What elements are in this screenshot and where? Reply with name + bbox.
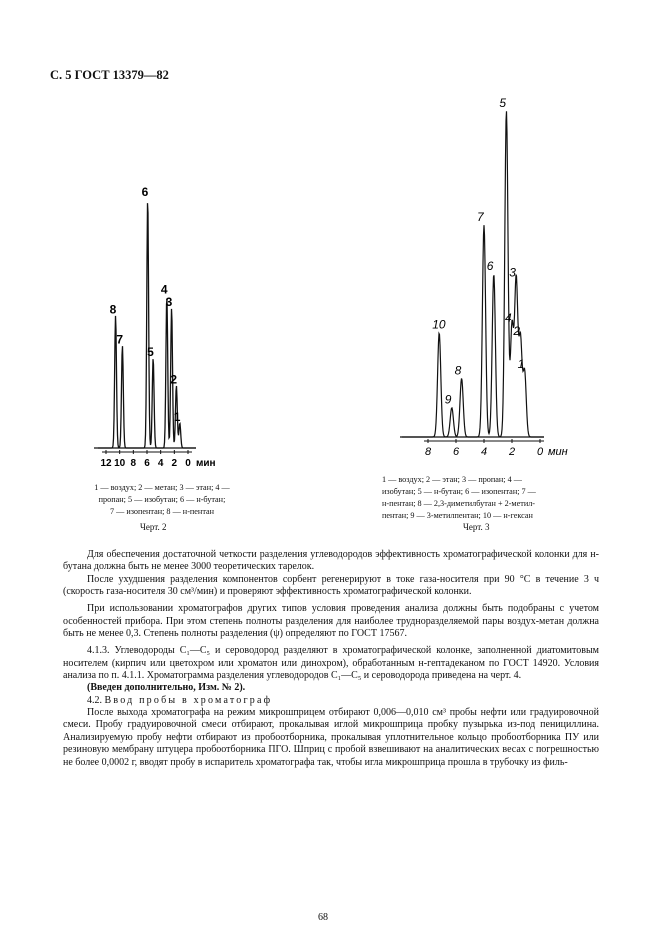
axis-tick-label: 2 [171, 458, 178, 469]
document-header: С. 5 ГОСТ 13379—82 [50, 68, 169, 82]
peak-label: 7 [477, 210, 484, 225]
peak-label: 2 [513, 324, 521, 339]
peak-label: 10 [432, 317, 446, 332]
axis-tick-label: 4 [480, 446, 488, 458]
section-title: Ввод пробы в хроматограф [104, 694, 273, 706]
chromatogram-fig2 [86, 185, 226, 480]
peak-label: 8 [454, 363, 462, 378]
peak-label: 2 [170, 372, 178, 387]
fig2-legend-line: пропан; 5 — изобутан; 6 — н-бутан; [98, 495, 226, 504]
peak-label: 3 [165, 295, 173, 309]
axis-tick-label: 2 [508, 446, 516, 458]
chromatogram-fig3 [394, 96, 578, 466]
body-text [63, 549, 599, 769]
amendment-note: (Введен дополнительно, Изм. № 2). [87, 682, 246, 694]
axis-tick-label: 0 [536, 446, 544, 458]
peak-label: 5 [147, 345, 154, 359]
peak-label: 6 [486, 259, 494, 273]
axis-tick-label: 8 [424, 446, 432, 458]
peak-label: 7 [116, 332, 124, 347]
fig2-legend-line: 7 — изопентан; 8 — н-пентан [109, 507, 215, 516]
fig2-legend [62, 482, 262, 518]
fig3-legend-line: н-пентан; 8 — 2,3-диметилбутан + 2-метил- [382, 499, 536, 508]
section-heading [63, 695, 599, 707]
fig3-caption: Черт. 3 [463, 522, 490, 532]
axis-tick-label: 4 [157, 458, 164, 469]
peak-label: 8 [109, 302, 117, 317]
fig3-legend-line: изобутан; 5 — н-бутан; 6 — изопентан; 7 — [382, 487, 536, 496]
peak-label: 9 [444, 392, 452, 407]
paragraph: Для обеспечения достаточной четкости разделения углеводородов эффективность хроматографической колонки для н-бутана должна быть не менее 3000 теоретических тарелок. [63, 549, 599, 573]
chromatogram-trace [98, 203, 196, 448]
paragraph: После выхода хроматографа на режим микрошприцем отбирают 0,006—0,010 см³ пробы нефти или градуировочной смеси. Пробу градуировочной смеси отбирают, прокалывая иглой микрошприца пробку пузырька из-под пенициллина. Анализируемую пробу нефти отбирают из пробоотборника, прокалывая уплотнительное кольцо пробоотборника ПУ или резиновую мембрану штуцера пробоотборника ПГО. Шприц с пробой взвешивают на аналитических весах с погрешностью не более 0,0002 г, вводят пробу в испаритель хроматографа так, чтобы игла микрошприца прошла в трубочку из филь- [63, 707, 599, 768]
peak-label: 4 [160, 282, 168, 297]
fig3-legend-line: 1 — воздух; 2 — этан; 3 — пропан; 4 — [382, 475, 522, 484]
x-axis-unit: мин [548, 446, 568, 458]
peak-label: 6 [141, 185, 149, 199]
axis-tick-label: 8 [130, 458, 137, 469]
fig2-caption: Черт. 2 [140, 522, 167, 532]
paragraph: 4.1.3. Углеводороды С₁—С₅ и сероводород разделяют в хроматографической колонке, заполненной диатомитовым носителем (кирпич или цветохром или хроматон или динохром), обработанным н-гептадеканом по ГОСТ 14920. Условия анализа по п. 4.1.1. Хроматограмма разделения углеводородов С₁—С₅ и сероводорода приведена на черт. 4. [63, 645, 599, 682]
axis-tick-label: 0 [185, 458, 191, 469]
axis-tick-label: 6 [144, 458, 150, 469]
peak-label: 5 [499, 96, 507, 110]
axis-tick-label: 6 [452, 446, 460, 458]
page-number: 68 [318, 912, 328, 923]
peak-label: 3 [509, 265, 516, 280]
axis-tick-label: 10 [114, 458, 126, 469]
peak-label: 1 [517, 356, 525, 371]
chromatogram-trace [402, 111, 544, 437]
paragraph: При использовании хроматографов других типов условия проведения анализа должны быть подобраны с учетом особенностей прибора. При этом степень полноты разделения для наиболее трудноразделяемой пары воздух-метан должна быть не менее 0,3. Степень полноты разделения (ψ) определяют по ГОСТ 17567. [63, 603, 599, 640]
fig3-legend-line: пентан; 9 — 3-метилпентан; 10 — н-гексан [382, 511, 533, 520]
fig3-legend [382, 474, 578, 522]
x-axis-unit: мин [196, 458, 216, 469]
peak-label: 4 [505, 311, 512, 326]
axis-tick-label: 12 [100, 458, 112, 469]
peak-label: 1 [173, 410, 181, 424]
section-number: 4.2. [87, 694, 105, 706]
paragraph: После ухудшения разделения компонентов сорбент регенерируют в токе газа-носителя при 90 °С в течение 3 ч (скорость газа-носителя 30 см³/мин) и проверяют эффективность хроматографической колонки. [63, 573, 599, 598]
fig2-legend-line: 1 — воздух; 2 — метан; 3 — этан; 4 — [94, 483, 230, 492]
